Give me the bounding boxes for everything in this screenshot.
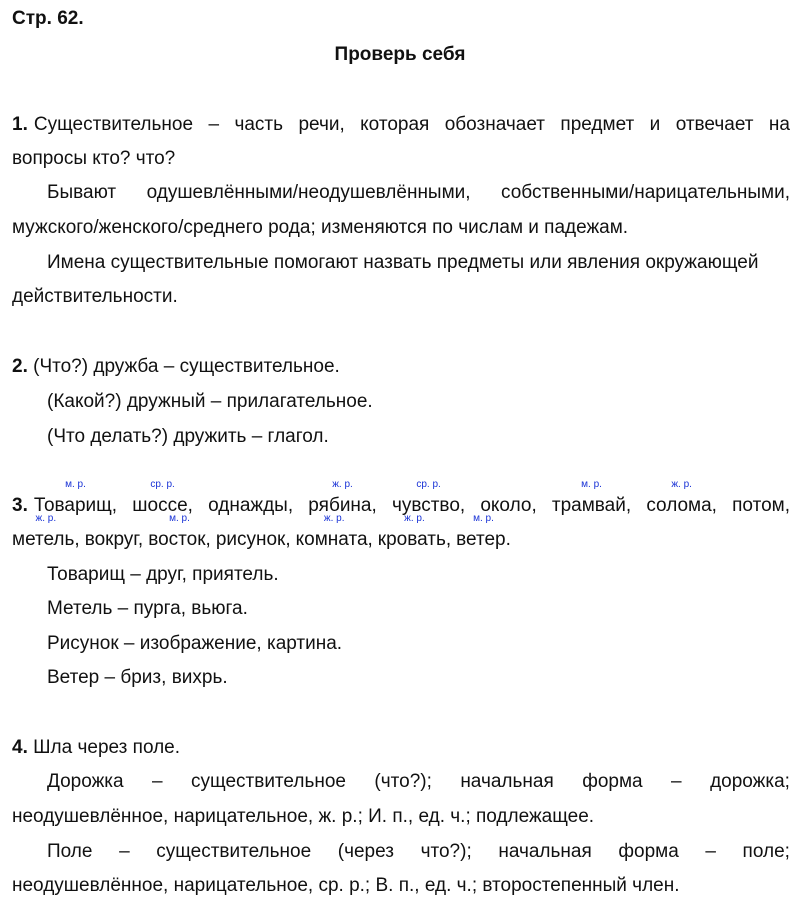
task1-line5: Имена существительные помогают назвать предметы или явления окружающей [47, 252, 759, 273]
task3-word [148, 513, 211, 551]
task4-p2-word-4: начальная [498, 841, 592, 862]
gender-mark: м. р. [65, 479, 86, 490]
task4-p2-word-5: форма [618, 841, 679, 862]
word-text: около, [480, 495, 537, 516]
gender-mark: ср. р. [416, 479, 441, 490]
task3-synonyms-2: Метель – пурга, вьюга. [47, 598, 248, 619]
word-text: метель, [12, 529, 80, 550]
task3-number: 3. [12, 495, 28, 516]
task4-p2-line2: неодушевлённое, нарицательное, ср. р.; В. п., ед. ч.; второстепенный член. [12, 875, 680, 896]
task4-number: 4. [12, 737, 28, 758]
task4-sentence: Шла через поле. [33, 737, 181, 758]
gender-mark: ж. р. [404, 513, 425, 524]
task4-p1-word-6: дорожка; [710, 771, 790, 792]
task4-p1-word-5: – [671, 771, 682, 792]
task3-word [295, 513, 373, 551]
page-header: Стр. 62. [12, 8, 84, 29]
task3-word [377, 513, 452, 551]
task4-p2-word-1: существительное [156, 841, 312, 862]
task1-word-6: предмет [560, 114, 635, 135]
task1-word-2: часть [234, 114, 284, 135]
word-text: комната, [295, 529, 373, 550]
task1-line1 [12, 114, 790, 136]
task1-line3-word-1: одушевлёнными/неодушевлёнными, [146, 182, 471, 203]
task1-line3-word-0: Бывают [47, 182, 117, 203]
task3-synonyms-1: Товарищ – друг, приятель. [47, 564, 279, 585]
task2-line2: (Какой?) дружный – прилагательное. [47, 391, 373, 412]
page-title: Проверь себя [334, 44, 466, 65]
task4-p1-word-0: – [152, 771, 163, 792]
task1-word-9: на [768, 114, 790, 135]
task1-word-7: и [649, 114, 661, 135]
word-text: однажды, [208, 495, 294, 516]
task4-p1-word-1: существительное [191, 771, 346, 792]
word-text: Товарищ, [33, 495, 118, 516]
word-text: трамвай, [551, 495, 632, 516]
task3-word [391, 479, 466, 517]
gender-mark: ж. р. [323, 513, 345, 524]
task4-p1-word-2: (что?); [374, 771, 432, 792]
word-text: кровать, [377, 529, 452, 550]
task1-line6: действительности. [12, 286, 178, 307]
gender-mark: м. р. [169, 513, 190, 524]
task4-p1-term: Дорожка [47, 771, 124, 792]
task1-word-3: речи, [298, 114, 345, 135]
task1-line3 [47, 182, 790, 204]
word-text: рисунок, [215, 529, 291, 550]
task3-word [216, 529, 291, 551]
task1-word-4: которая [360, 114, 430, 135]
task4-p2-word-6: – [705, 841, 716, 862]
word-text: солома, [646, 495, 717, 516]
gender-mark: м. р. [473, 513, 494, 524]
task1-word-5: обозначает [444, 114, 545, 135]
task1-word-1: – [208, 114, 220, 135]
gender-mark: ж. р. [332, 479, 353, 490]
gender-mark: м. р. [581, 479, 602, 490]
word-text: ветер. [456, 529, 511, 550]
word-text: чувство, [391, 495, 466, 516]
task4-p2-word-3: что?); [420, 841, 472, 862]
task1-line3-word-2: собственными/нарицательными, [501, 182, 790, 203]
task3-word [732, 495, 790, 517]
task4-p2-term: Поле [47, 841, 93, 862]
task3-word [456, 513, 511, 551]
task3-row1 [12, 479, 790, 517]
task4-p1-line1 [47, 771, 790, 793]
task3-first [12, 479, 118, 517]
word-text: рябина, [308, 495, 377, 516]
task4-p1-line2: неодушевлённое, нарицательное, ж. р.; И. п., ед. ч.; подлежащее. [12, 806, 595, 827]
task2-line3: (Что делать?) дружить – глагол. [47, 426, 329, 447]
task4-p1-word-3: начальная [460, 771, 554, 792]
word-text: потом, [732, 495, 790, 516]
task4-p2-word-7: поле; [742, 841, 790, 862]
task3-row2 [12, 513, 511, 551]
task3-word [646, 479, 717, 517]
task2-line1-text: (Что?) дружба – существительное. [33, 356, 340, 377]
task2-number: 2. [12, 356, 28, 377]
word-text: вокруг, [84, 529, 144, 550]
gender-mark: ж. р. [35, 513, 57, 524]
task1-first [12, 114, 193, 136]
task3-word [551, 479, 632, 517]
task3-word [12, 513, 80, 551]
task2-line1 [12, 356, 340, 378]
task1-line4: мужского/женского/среднего рода; изменяются по числам и падежам. [12, 217, 629, 238]
task1-word-8: отвечает [675, 114, 754, 135]
task1-word-0: Существительное [33, 114, 194, 135]
word-text: восток, [148, 529, 211, 550]
task3-word [85, 529, 144, 551]
task4-line1 [12, 737, 180, 759]
task1-number: 1. [12, 114, 28, 135]
task4-p1-word-4: форма [582, 771, 643, 792]
task3-synonyms-4: Ветер – бриз, вихрь. [47, 667, 228, 688]
task3-word [208, 495, 293, 517]
task1-line2: вопросы кто? что? [12, 148, 176, 169]
task4-p2-line1 [47, 841, 790, 863]
task3-synonyms-3: Рисунок – изображение, картина. [47, 633, 343, 654]
task4-p2-word-0: – [119, 841, 130, 862]
gender-mark: ср. р. [150, 479, 175, 490]
task4-p2-word-2: (через [337, 841, 394, 862]
gender-mark: ж. р. [671, 479, 692, 490]
word-text: шоссе, [132, 495, 193, 516]
